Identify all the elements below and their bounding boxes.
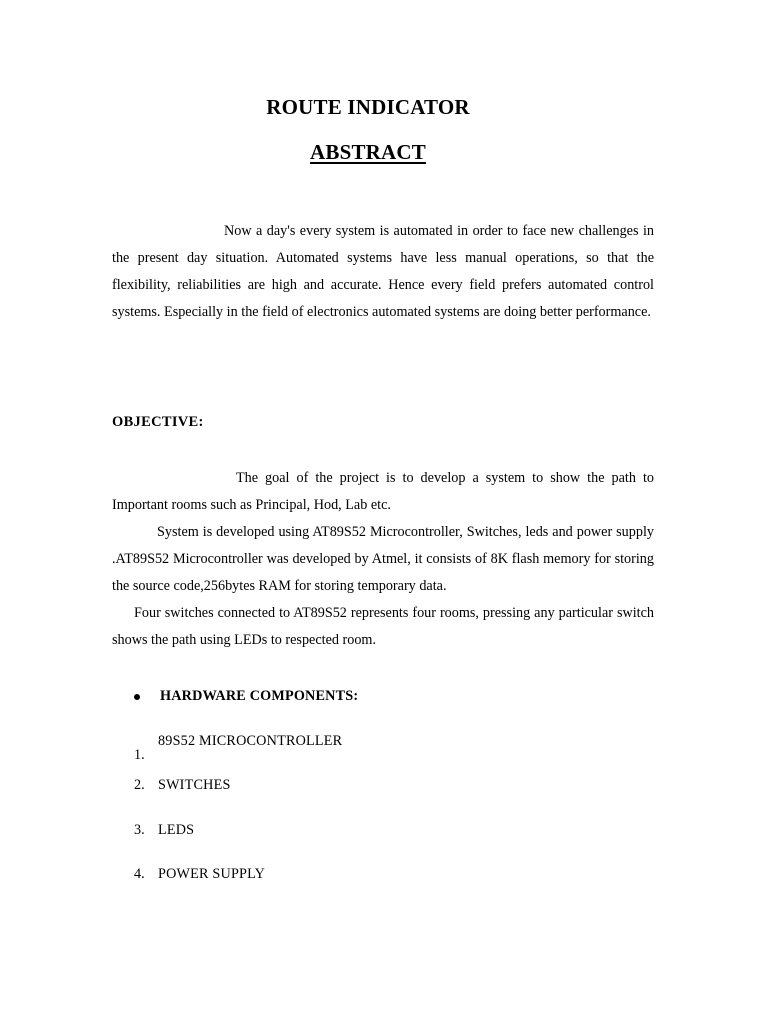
list-item-label: LEDS [158,822,195,838]
document-title: ROUTE INDICATOR [266,95,470,119]
objective-paragraph-goal: The goal of the project is to develop a system to show the path to Important rooms such as Principal, Hod, Lab etc. [112,470,654,513]
list-item-number: 4. [134,866,145,882]
hardware-components-bullet [131,688,358,705]
hardware-components-heading: HARDWARE COMPONENTS: [160,688,359,704]
abstract-heading: ABSTRACT [310,140,426,164]
list-item-number: 2. [134,777,145,793]
objective-heading: OBJECTIVE: [112,414,204,430]
list-item-number: 1. [134,747,145,763]
list-item-label: POWER SUPPLY [158,866,266,882]
list-item-label: 89S52 MICROCONTROLLER [158,733,343,749]
bullet-icon [134,694,140,700]
list-item-number: 3. [134,822,145,838]
list-item-label: SWITCHES [158,777,231,793]
objective-paragraph-switches: Four switches connected to AT89S52 represents four rooms, pressing any particular switch shows the path using LEDs to respected room. [112,605,654,648]
objective-paragraph-system: System is developed using AT89S52 Microcontroller, Switches, leds and power supply .AT89S52 Microcontroller was developed by Atmel, it consists of 8K flash memory for storing the source code,256bytes RAM for storing temporary data. [112,524,654,594]
abstract-paragraph: Now a day's every system is automated in order to face new challenges in the present day situation. Automated systems have less manual operations, so that the flexibility, reliabilities are high and accurate. Hence every field prefers automated control systems. Especially in the field of electronics automated systems are doing better performance. [112,223,654,320]
